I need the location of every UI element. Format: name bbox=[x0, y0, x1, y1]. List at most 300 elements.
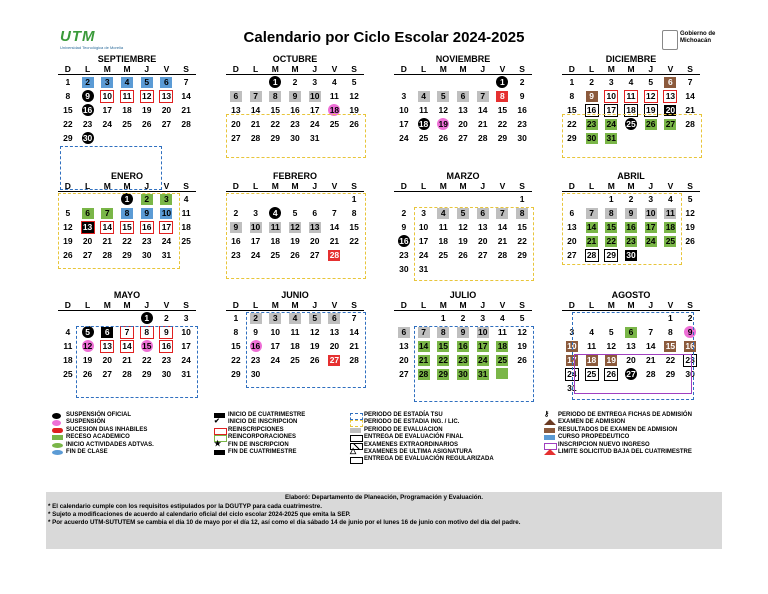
weekday-label: S bbox=[351, 64, 357, 74]
day-cell bbox=[226, 353, 246, 367]
weekday-label: D bbox=[400, 64, 407, 74]
day-number: 22 bbox=[517, 236, 527, 246]
day-number: 15 bbox=[665, 341, 676, 351]
legend-item bbox=[214, 438, 305, 449]
day-number: 28 bbox=[477, 133, 488, 143]
day-number: 27 bbox=[477, 250, 488, 260]
day-number: 21 bbox=[102, 236, 113, 246]
day-number: 27 bbox=[309, 250, 320, 260]
day-number: 24 bbox=[645, 236, 656, 246]
day-number: 19 bbox=[309, 341, 320, 351]
day-number: 13 bbox=[665, 91, 676, 101]
day-number: 6 bbox=[664, 77, 676, 88]
weekday-label: S bbox=[519, 300, 525, 310]
day-number: 19 bbox=[82, 355, 93, 365]
day-number: 12 bbox=[645, 91, 656, 101]
day-cell bbox=[394, 367, 414, 381]
day-number: 11 bbox=[329, 91, 339, 101]
day-number: 27 bbox=[161, 119, 172, 129]
legend-label: EXAMEN DE ADMISION bbox=[558, 419, 626, 426]
weekday-label: S bbox=[687, 64, 693, 74]
day-number: 30 bbox=[161, 369, 172, 379]
day-cell bbox=[176, 75, 196, 89]
day-number: 29 bbox=[231, 369, 241, 379]
weekday-label: J bbox=[480, 300, 486, 310]
day-number: 25 bbox=[63, 369, 73, 379]
legend-label: FIN DE CUATRIMESTRE bbox=[228, 448, 297, 455]
day-number: 22 bbox=[349, 236, 359, 246]
day-number: 10 bbox=[567, 341, 577, 351]
day-number: 21 bbox=[122, 355, 132, 365]
day-number: 8 bbox=[496, 91, 508, 102]
weekday-label: V bbox=[331, 64, 338, 74]
day-number: 24 bbox=[309, 119, 320, 129]
weekday-header bbox=[394, 64, 532, 75]
day-number: 15 bbox=[606, 222, 617, 232]
day-number: 30 bbox=[141, 250, 152, 260]
day-number: 14 bbox=[349, 327, 359, 337]
weekday-label: S bbox=[687, 300, 693, 310]
michoacan-logo bbox=[662, 30, 732, 52]
weekday-label: D bbox=[400, 300, 407, 310]
day-number: 5 bbox=[519, 313, 525, 323]
day-number: 19 bbox=[290, 236, 300, 246]
day-number: 30 bbox=[685, 369, 695, 379]
day-number: 1 bbox=[608, 194, 614, 204]
weekday-header bbox=[58, 181, 196, 192]
day-number: 4 bbox=[668, 194, 673, 204]
day-number: 19 bbox=[349, 105, 359, 115]
day-number: 4 bbox=[437, 208, 449, 219]
day-cell bbox=[473, 311, 493, 325]
arrow-left-icon bbox=[214, 450, 225, 455]
day-cell bbox=[512, 117, 532, 131]
weekday-label: M bbox=[459, 64, 467, 74]
legend-label: RECESO ACADEMICO bbox=[66, 434, 130, 441]
day-number: 31 bbox=[161, 250, 172, 260]
day-number: 5 bbox=[141, 77, 153, 88]
day-number: 15 bbox=[141, 341, 152, 351]
day-number: 27 bbox=[665, 119, 676, 129]
day-cell bbox=[453, 75, 473, 89]
blue-swatch-icon bbox=[544, 435, 555, 440]
weekday-label: M bbox=[439, 300, 447, 310]
day-number bbox=[101, 312, 113, 323]
day-number: 3 bbox=[480, 313, 486, 323]
day-cell bbox=[226, 311, 246, 325]
day-cell bbox=[414, 89, 434, 103]
day-number: 14 bbox=[122, 341, 132, 351]
day-number: 8 bbox=[121, 208, 133, 219]
weekday-label: J bbox=[480, 181, 486, 191]
month-title: MAYO bbox=[113, 290, 141, 300]
weekday-label: L bbox=[420, 181, 427, 191]
day-number: 16 bbox=[517, 105, 527, 115]
weekday-label: L bbox=[84, 181, 91, 191]
day-cell bbox=[226, 339, 246, 353]
day-cell bbox=[58, 367, 78, 381]
day-cell bbox=[58, 353, 78, 367]
michoacan-logo-text: Gobierno de Michoacán bbox=[680, 31, 716, 44]
day-cell bbox=[117, 131, 137, 145]
weekday-label: J bbox=[648, 181, 654, 191]
legend-label: SUCESION DIAS INHABILES bbox=[66, 426, 148, 433]
day-number: 10 bbox=[181, 327, 191, 337]
day-cell bbox=[78, 75, 98, 89]
day-number: 30 bbox=[517, 133, 527, 143]
day-cell bbox=[473, 192, 493, 206]
day-number: 31 bbox=[477, 369, 488, 379]
day-number: 6 bbox=[569, 208, 575, 218]
day-cell bbox=[58, 75, 78, 89]
legend-label: INICIO DE INSCRIPCION bbox=[228, 419, 298, 426]
day-number: 8 bbox=[605, 208, 617, 219]
day-number: 13 bbox=[161, 91, 172, 101]
day-number: 4 bbox=[269, 207, 281, 219]
day-number: 10 bbox=[270, 327, 281, 337]
day-number: 14 bbox=[250, 105, 261, 115]
weekday-header bbox=[562, 181, 700, 192]
day-cell bbox=[473, 117, 493, 131]
day-number: 22 bbox=[63, 119, 73, 129]
day-number: 12 bbox=[63, 222, 73, 232]
day-number: 29 bbox=[517, 250, 527, 260]
day-number: 19 bbox=[458, 236, 468, 246]
day-number: 28 bbox=[586, 250, 597, 260]
day-number: 27 bbox=[82, 250, 93, 260]
legend-label: EXAMENES DE ULTIMA ASIGNATURA bbox=[364, 448, 473, 455]
day-number: 23 bbox=[250, 355, 261, 365]
legend-col4 bbox=[544, 412, 692, 456]
red-pill-icon bbox=[52, 428, 63, 433]
day-number: 7 bbox=[332, 208, 337, 218]
legend-label: LIMITE SOLICITUD BAJA DEL CUATRIMESTRE bbox=[558, 448, 692, 455]
day-cell bbox=[641, 75, 661, 89]
day-number: 9 bbox=[457, 327, 469, 338]
day-number: 28 bbox=[122, 369, 132, 379]
day-number: 7 bbox=[351, 313, 357, 323]
day-number: 16 bbox=[82, 105, 93, 115]
weekday-label: V bbox=[331, 181, 338, 191]
legend-col1 bbox=[52, 412, 154, 456]
day-number: 18 bbox=[290, 341, 300, 351]
day-number: 10 bbox=[606, 91, 617, 101]
day-number: 9 bbox=[519, 91, 525, 101]
weekday-label: J bbox=[312, 300, 318, 310]
day-number: 2 bbox=[628, 194, 634, 204]
day-cell bbox=[97, 89, 117, 103]
day-number: 9 bbox=[684, 326, 696, 338]
legend-label: PERIODO DE EVALUACION bbox=[364, 426, 443, 433]
weekday-label: S bbox=[519, 181, 525, 191]
weekday-label: M bbox=[607, 300, 615, 310]
day-number: 21 bbox=[477, 119, 488, 129]
weekday-label: D bbox=[232, 300, 239, 310]
day-cell bbox=[157, 75, 177, 89]
day-number: 25 bbox=[626, 119, 636, 129]
day-number: 11 bbox=[290, 327, 300, 337]
weekday-label: L bbox=[420, 64, 427, 74]
day-cell bbox=[641, 89, 661, 103]
day-cell bbox=[78, 311, 98, 325]
legend-label: PERIODO DE ENTREGA FICHAS DE ADMISIÓN bbox=[558, 412, 692, 418]
day-number: 10 bbox=[418, 222, 429, 232]
day-number: 3 bbox=[312, 77, 318, 87]
day-number: 17 bbox=[477, 341, 488, 351]
day-number: 25 bbox=[329, 119, 340, 129]
day-number: 17 bbox=[567, 355, 577, 365]
day-number: 21 bbox=[497, 236, 508, 246]
day-cell bbox=[117, 75, 137, 89]
day-number: 14 bbox=[418, 341, 429, 351]
day-cell bbox=[117, 89, 137, 103]
day-cell bbox=[246, 75, 266, 89]
days-grid bbox=[394, 75, 532, 145]
day-number: 17 bbox=[418, 236, 429, 246]
day-number: 16 bbox=[161, 341, 172, 351]
weekday-header bbox=[58, 300, 196, 311]
day-number: 5 bbox=[309, 313, 321, 324]
day-number: 5 bbox=[437, 91, 449, 102]
day-cell bbox=[680, 220, 700, 234]
day-number: 25 bbox=[586, 369, 597, 379]
day-number: 26 bbox=[458, 250, 468, 260]
day-number: 2 bbox=[460, 313, 466, 323]
day-cell bbox=[58, 117, 78, 131]
day-cell bbox=[305, 89, 325, 103]
day-number: 4 bbox=[500, 313, 505, 323]
day-number: 9 bbox=[82, 90, 94, 102]
day-cell bbox=[97, 311, 117, 325]
day-number bbox=[418, 76, 430, 87]
day-number: 29 bbox=[122, 250, 132, 260]
day-number: 17 bbox=[606, 105, 617, 115]
day-number: 4 bbox=[418, 91, 430, 102]
weekday-label: L bbox=[252, 300, 259, 310]
day-number: 5 bbox=[65, 208, 71, 218]
month-title: JULIO bbox=[449, 290, 477, 300]
day-number: 9 bbox=[586, 91, 598, 102]
day-number: 17 bbox=[270, 341, 281, 351]
day-cell bbox=[582, 75, 602, 89]
period-frame bbox=[414, 326, 534, 402]
day-number: 24 bbox=[418, 250, 429, 260]
weekday-label: M bbox=[627, 300, 635, 310]
day-number: 13 bbox=[102, 341, 113, 351]
day-number: 25 bbox=[122, 119, 132, 129]
day-number: 8 bbox=[516, 208, 528, 219]
day-cell bbox=[473, 75, 493, 89]
weekday-label: S bbox=[519, 64, 525, 74]
legend-item bbox=[544, 419, 692, 426]
weekday-label: S bbox=[351, 300, 357, 310]
weekday-label: V bbox=[499, 181, 506, 191]
day-number: 29 bbox=[63, 133, 73, 143]
day-number: 18 bbox=[586, 355, 597, 365]
day-number: 16 bbox=[290, 105, 300, 115]
day-cell bbox=[226, 75, 246, 89]
day-number: 12 bbox=[438, 105, 449, 115]
day-number: 17 bbox=[645, 222, 656, 232]
legend-item bbox=[52, 442, 154, 449]
month-title: ENERO bbox=[110, 171, 143, 181]
day-number: 17 bbox=[102, 105, 113, 115]
day-number: 21 bbox=[685, 105, 695, 115]
weekday-header bbox=[226, 300, 364, 311]
day-cell bbox=[176, 89, 196, 103]
key-icon: ⚷ bbox=[544, 411, 550, 418]
weekday-label: M bbox=[439, 181, 447, 191]
footer-note: * Por acuerdo UTM-SUTUTEM se cambia el día 10 de mayo por el día 12, así como el día sábado 14 de junio por el lunes 16 de junio con motivo del día del padre. bbox=[48, 519, 521, 526]
day-cell bbox=[117, 311, 137, 325]
day-number: 23 bbox=[290, 119, 300, 129]
weekday-header bbox=[562, 300, 700, 311]
period-frame bbox=[246, 312, 366, 388]
day-cell bbox=[157, 103, 177, 117]
day-number: 23 bbox=[626, 236, 636, 246]
month-11 bbox=[562, 290, 700, 395]
check-icon: ✔ bbox=[214, 418, 220, 426]
day-number: 3 bbox=[401, 91, 407, 101]
month-title: MARZO bbox=[446, 171, 480, 181]
day-number: 13 bbox=[82, 222, 93, 232]
day-number: 18 bbox=[418, 119, 429, 129]
footer-note: * Sujeto a modificaciones de acuerdo al calendario oficial del ciclo escolar 2024-2025 que emita la SEP. bbox=[48, 511, 351, 518]
legend-item bbox=[544, 434, 692, 441]
day-cell bbox=[453, 89, 473, 103]
day-cell bbox=[493, 89, 513, 103]
period-frame bbox=[414, 207, 534, 281]
day-number: 5 bbox=[457, 208, 469, 219]
day-cell bbox=[493, 192, 513, 206]
day-cell bbox=[137, 131, 157, 145]
day-number: 11 bbox=[181, 208, 191, 218]
weekday-label: S bbox=[687, 181, 693, 191]
legend-item bbox=[52, 419, 154, 426]
day-number: 25 bbox=[181, 236, 191, 246]
day-number: 23 bbox=[458, 355, 468, 365]
day-cell bbox=[394, 339, 414, 353]
day-number: 28 bbox=[329, 250, 340, 260]
day-number: 3 bbox=[253, 208, 258, 218]
month-8 bbox=[58, 290, 196, 381]
day-number: 22 bbox=[141, 355, 152, 365]
day-number: 22 bbox=[438, 355, 449, 365]
day-number: 14 bbox=[586, 222, 597, 232]
weekday-header bbox=[226, 64, 364, 75]
day-cell bbox=[157, 131, 177, 145]
day-number: 29 bbox=[606, 250, 617, 260]
day-number: 9 bbox=[289, 91, 301, 102]
weekday-label: M bbox=[271, 300, 279, 310]
month-title: ABRIL bbox=[617, 171, 645, 181]
month-title: FEBRERO bbox=[272, 171, 317, 181]
day-number: 20 bbox=[458, 119, 468, 129]
day-number: 12 bbox=[141, 91, 152, 101]
day-cell bbox=[414, 103, 434, 117]
day-cell bbox=[493, 75, 513, 89]
day-cell bbox=[226, 325, 246, 339]
weekday-label: S bbox=[351, 181, 357, 191]
legend-item bbox=[544, 449, 692, 456]
crest-icon bbox=[662, 30, 678, 50]
day-number: 21 bbox=[181, 105, 191, 115]
period-frame bbox=[574, 354, 692, 394]
weekday-header bbox=[58, 64, 196, 75]
day-cell bbox=[394, 234, 414, 248]
day-number: 5 bbox=[351, 77, 357, 87]
day-number: 30 bbox=[250, 369, 261, 379]
day-number: 25 bbox=[418, 133, 429, 143]
day-number: 24 bbox=[250, 250, 261, 260]
day-number: 29 bbox=[438, 369, 449, 379]
day-number: 14 bbox=[685, 91, 695, 101]
weekday-label: V bbox=[499, 64, 506, 74]
legend-item bbox=[544, 442, 692, 449]
weekday-label: M bbox=[103, 181, 111, 191]
utm-logo-text: UTM bbox=[60, 28, 96, 45]
weekday-label: M bbox=[123, 181, 131, 191]
day-cell: 31 bbox=[418, 264, 429, 274]
day-cell bbox=[512, 103, 532, 117]
weekday-label: L bbox=[252, 181, 259, 191]
day-cell bbox=[414, 131, 434, 145]
legend-item bbox=[52, 449, 154, 456]
weekday-label: D bbox=[568, 300, 575, 310]
day-number: 28 bbox=[102, 250, 113, 260]
day-cell bbox=[246, 89, 266, 103]
pink-dot-icon bbox=[52, 420, 61, 426]
day-number: 21 bbox=[418, 355, 429, 365]
day-number: 27 bbox=[102, 369, 113, 379]
day-cell bbox=[176, 117, 196, 131]
day-number: 1 bbox=[668, 313, 673, 323]
weekday-label: D bbox=[64, 181, 71, 191]
blue-oval-icon bbox=[52, 450, 63, 455]
day-number: 2 bbox=[82, 77, 94, 88]
day-cell bbox=[394, 89, 414, 103]
weekday-header bbox=[394, 181, 532, 192]
day-number: 13 bbox=[231, 105, 241, 115]
day-number: 3 bbox=[421, 208, 426, 218]
day-cell bbox=[157, 311, 177, 325]
weekday-label: V bbox=[331, 300, 338, 310]
day-number: 11 bbox=[497, 327, 507, 337]
weekday-header bbox=[226, 181, 364, 192]
day-number: 29 bbox=[270, 133, 281, 143]
month-title: NOVIEMBRE bbox=[435, 54, 491, 64]
day-number: 4 bbox=[183, 194, 189, 204]
day-number: 20 bbox=[231, 119, 241, 129]
day-number: 13 bbox=[458, 105, 468, 115]
day-number: 4 bbox=[628, 77, 634, 87]
day-number: 12 bbox=[309, 327, 320, 337]
day-number: 13 bbox=[477, 222, 488, 232]
day-number: 23 bbox=[161, 355, 172, 365]
day-number: 10 bbox=[102, 91, 113, 101]
legend-col3 bbox=[350, 412, 494, 464]
day-cell bbox=[394, 131, 414, 145]
weekday-label: M bbox=[459, 181, 467, 191]
day-number: 6 bbox=[398, 327, 410, 338]
day-number: 26 bbox=[517, 355, 527, 365]
day-number: 20 bbox=[161, 105, 172, 115]
day-number: 16 bbox=[586, 105, 597, 115]
month-title: DICIEMBRE bbox=[605, 54, 657, 64]
day-cell bbox=[137, 117, 157, 131]
day-number: 8 bbox=[351, 208, 357, 218]
day-number: 2 bbox=[292, 77, 298, 87]
